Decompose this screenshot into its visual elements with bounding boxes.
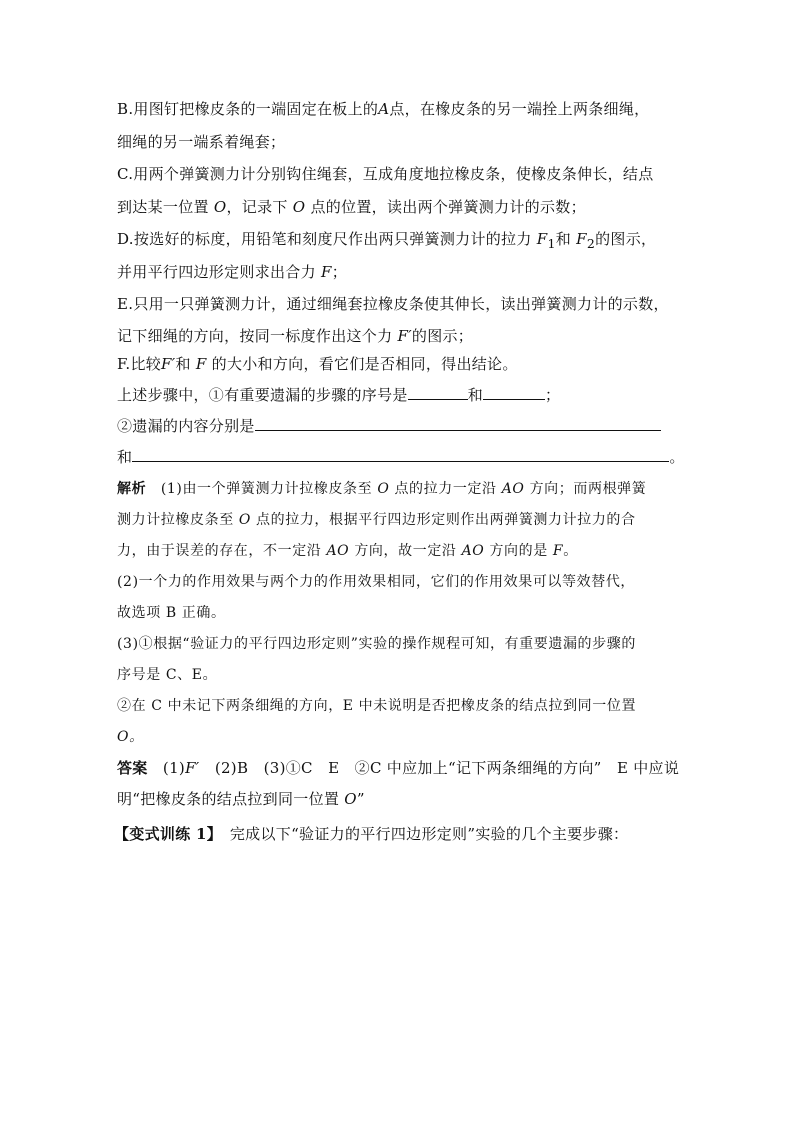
analysis-line-2: 测力计拉橡皮条至 O 点的拉力，根据平行四边形定则作出两弹簧测力计拉力的合	[117, 512, 636, 528]
question-line-3: 和 。	[117, 448, 685, 466]
answer-blank-3[interactable]	[255, 415, 661, 431]
answer-label: 答案	[117, 759, 148, 777]
analysis-line-7: 序号是 C、E。	[117, 667, 218, 683]
question-line-1: 上述步骤中，①有重要遗漏的步骤的序号是 和 ；	[117, 386, 561, 404]
analysis-line-4: (2)一个力的作用效果与两个力的作用效果相同，它们的作用效果可以等效替代，	[117, 574, 636, 590]
step-b-line-1: B.用图钉把橡皮条的一端固定在板上的A点，在橡皮条的另一端拴上两条细绳，	[117, 100, 650, 118]
answer-blank-2[interactable]	[483, 384, 545, 400]
answer-blank-1[interactable]	[408, 384, 468, 400]
analysis-line-8: ②在 C 中未记下两条细绳的方向，E 中未说明是否把橡皮条的结点拉到同一位置	[117, 698, 637, 714]
step-d-line-1: D.按选好的标度，用铅笔和刻度尺作出两只弹簧测力计的拉力 $F_1$和 $F_2$的图示，	[117, 230, 657, 251]
analysis-line-9: O。	[117, 729, 144, 745]
step-c-line-2: 到达某一位置 O，记录下 O 点的位置，读出两个弹簧测力计的示数；	[117, 198, 586, 216]
analysis-line-3: 力，由于误差的存在，不一定沿 AO 方向，故一定沿 AO 方向的是 F。	[117, 543, 578, 559]
step-f-line: F.比较F′和 F 的大小和方向，看它们是否相同，得出结论。	[117, 355, 518, 373]
answer-blank-4[interactable]	[132, 446, 669, 462]
analysis-line-6: (3)①根据“验证力的平行四边形定则”实验的操作规程可知，有重要遗漏的步骤的	[117, 636, 636, 652]
answer-line-2: 明“把橡皮条的结点拉到同一位置 O”	[117, 790, 365, 808]
step-b-line-2: 细绳的另一端系着绳套；	[117, 133, 286, 151]
analysis-line-5: 故选项 B 正确。	[117, 605, 226, 621]
question-line-2: ②遗漏的内容分别是	[117, 415, 661, 437]
answer-line-1: 答案 (1)F′ (2)B (3)①C E ②C 中应加上“记下两条细绳的方向” E 中应说	[117, 759, 680, 777]
step-d-line-2: 并用平行四边形定则求出合力 F；	[117, 263, 348, 281]
analysis-label: 解析	[117, 481, 147, 497]
step-e-line-2: 记下细绳的方向，按同一标度作出这个力 F′的图示；	[117, 327, 474, 345]
analysis-line-1: 解析 (1)由一个弹簧测力计拉橡皮条至 O 点的拉力一定沿 AO 方向；而两根弹簧	[117, 481, 647, 497]
step-e-line-1: E.只用一只弹簧测力计，通过细绳套拉橡皮条使其伸长，读出弹簧测力计的示数，	[117, 295, 669, 313]
exercise-label: 【变式训练 1】	[114, 825, 215, 843]
exercise-line: 【变式训练 1】 完成以下“验证力的平行四边形定则”实验的几个主要步骤：	[114, 825, 629, 843]
step-c-line-1: C.用两个弹簧测力计分别钩住绳套，互成角度地拉橡皮条，使橡皮条伸长，结点	[117, 165, 654, 183]
